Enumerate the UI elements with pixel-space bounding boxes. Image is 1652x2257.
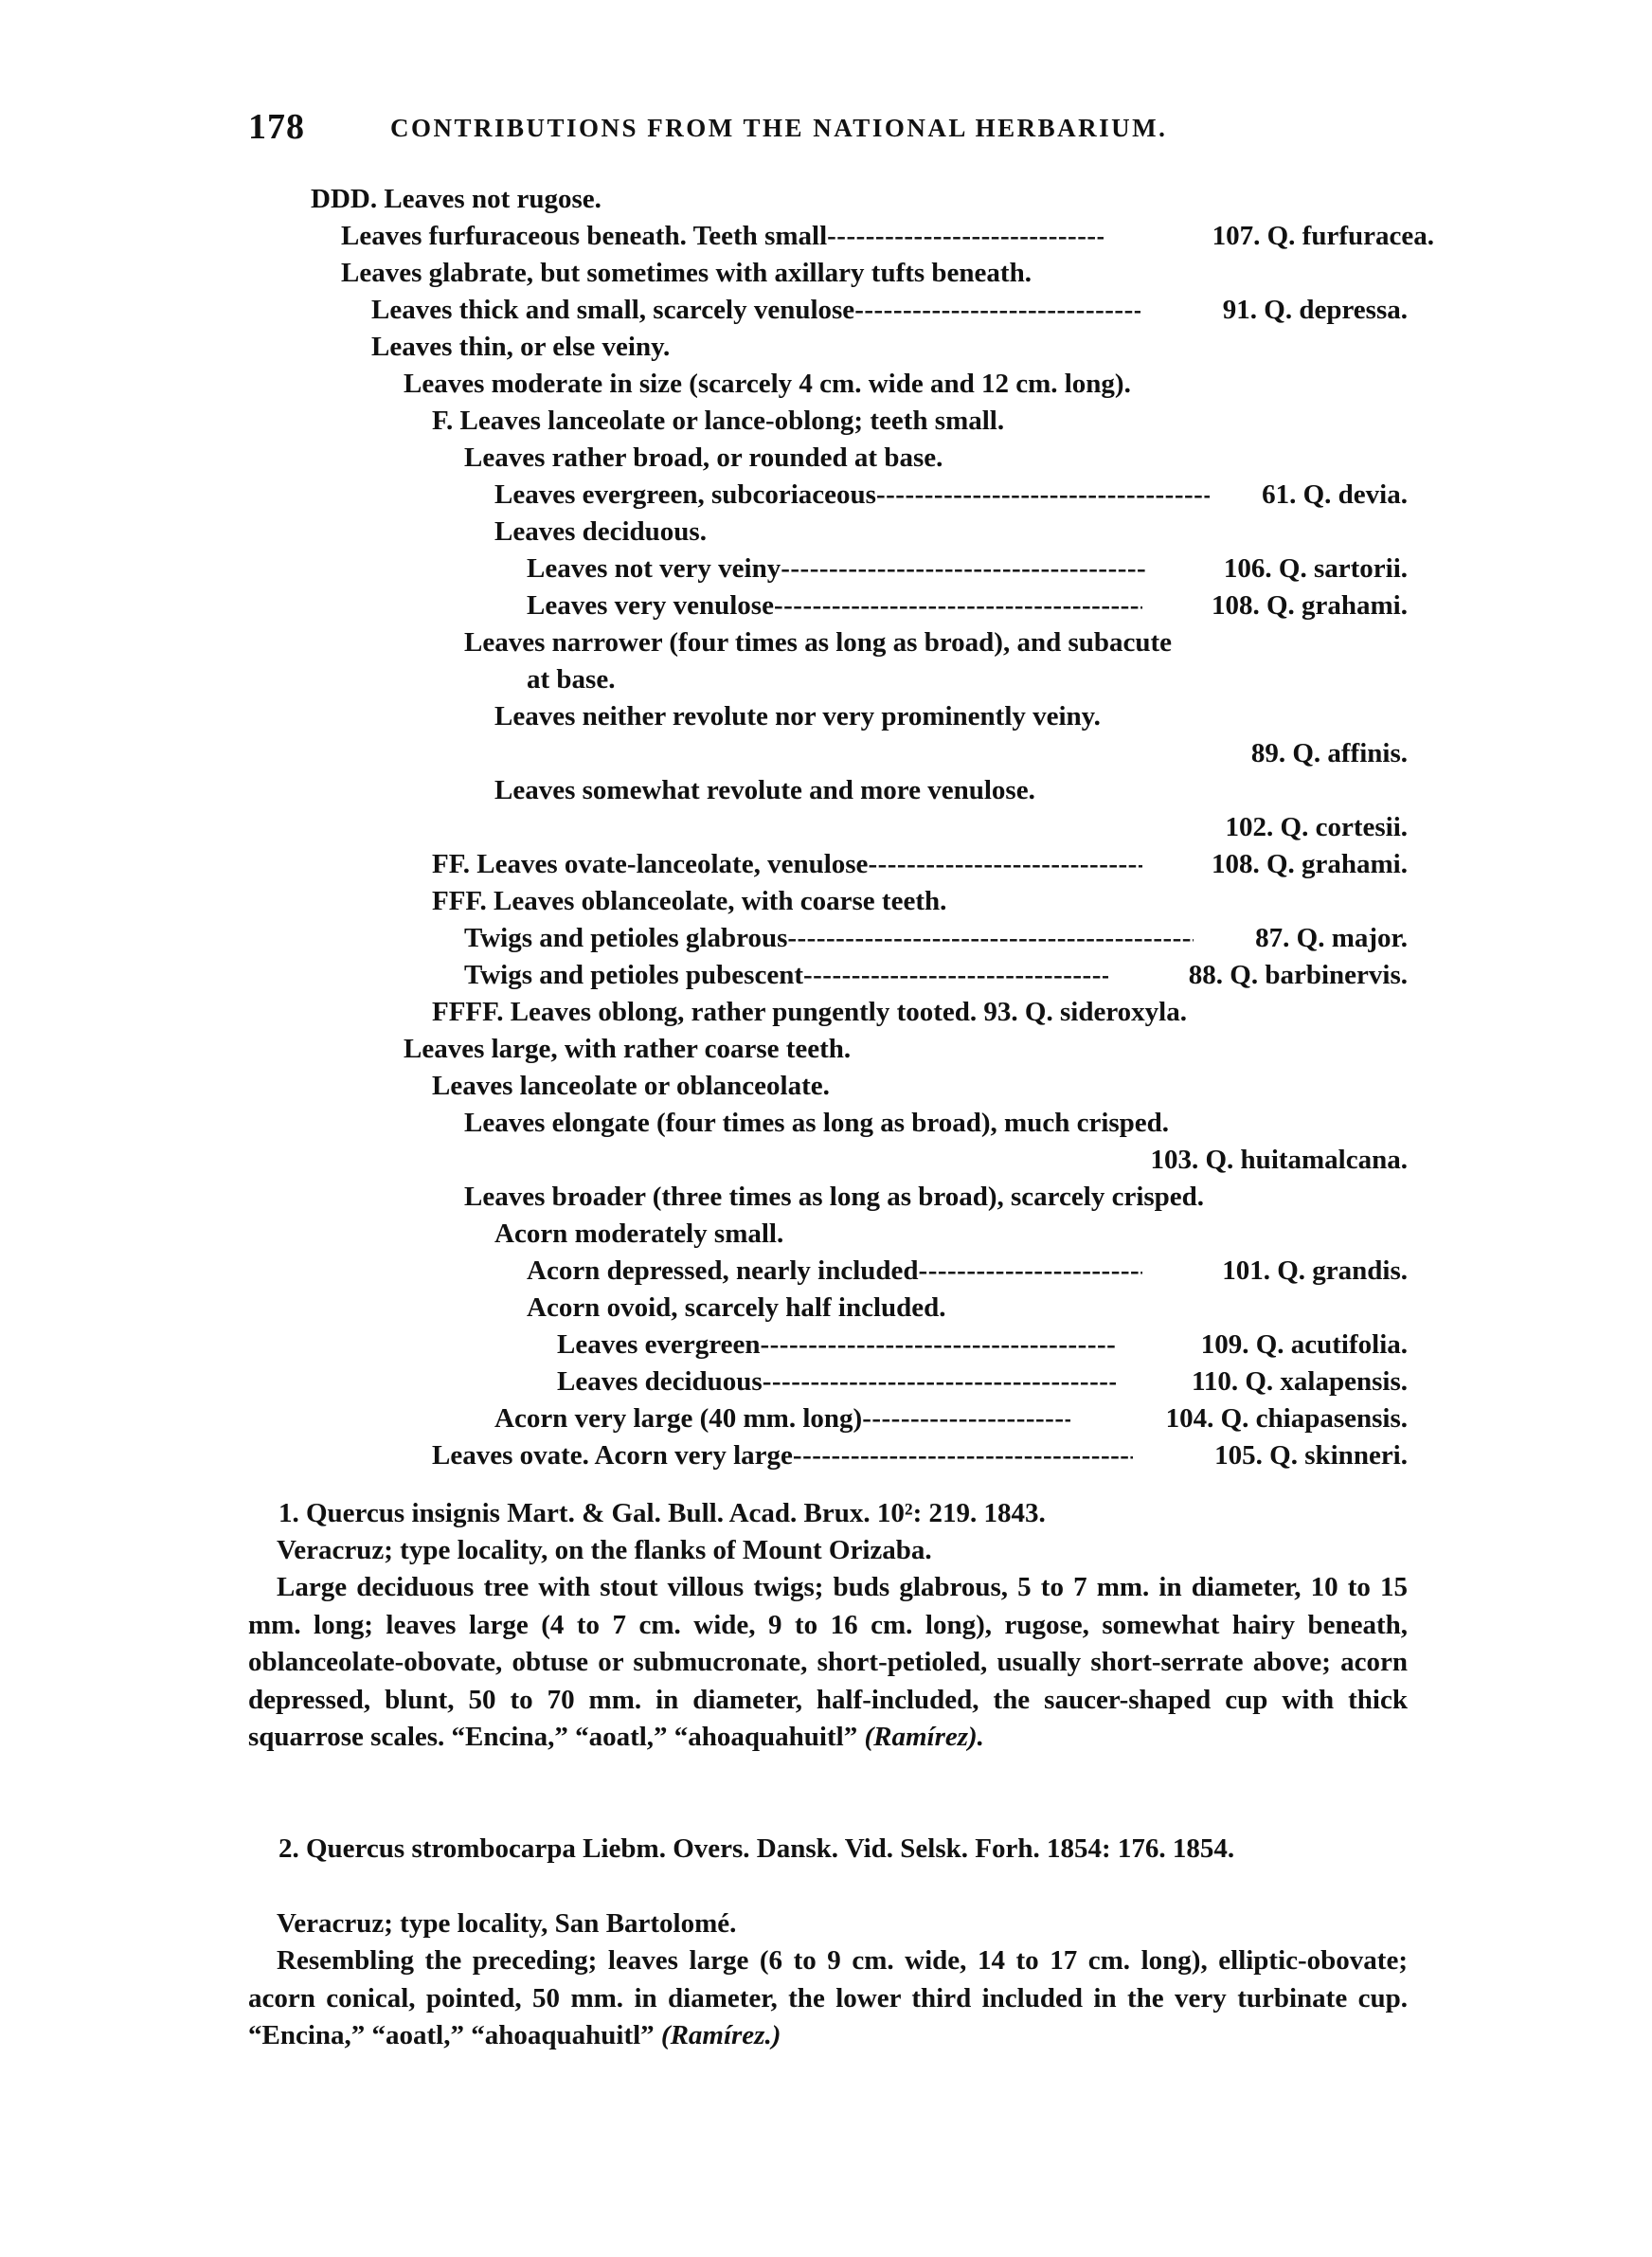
species-description [248,1942,1408,2055]
key-line: Acorn ovoid, scarcely half included. [527,1292,946,1323]
key-line: Acorn depressed, nearly included ----- [527,1252,1142,1290]
key-reference: 108. Q. grahami. [1211,849,1408,879]
key-line: Leaves deciduous. [494,516,707,547]
key-line: Leaves large, with rather coarse teeth. [404,1034,852,1064]
key-reference: 89. Q. affinis. [1250,738,1408,768]
key-line: DDD. Leaves not rugose. [311,184,602,214]
key-line: Leaves elongate (four times as long as broad), much crisped. [464,1108,1170,1138]
key-reference: 87. Q. major. [1255,923,1408,953]
key-reference: 109. Q. acutifolia. [1200,1329,1408,1360]
species-description [248,1569,1408,1757]
species-locality: Veracruz; type locality, on the flanks of Mount Orizaba. [277,1535,932,1565]
key-line: Twigs and petioles pubescent ----- [464,956,1108,994]
key-reference: 108. Q. grahami. [1211,590,1408,621]
key-line: Leaves glabrate, but sometimes with axillary tufts beneath. [341,258,1032,288]
running-header [248,106,1423,153]
key-line: F. Leaves lanceolate or lance-oblong; teeth small. [432,406,1005,436]
key-line: Leaves evergreen ----- [557,1326,1116,1363]
key-line: FFF. Leaves oblanceolate, with coarse teeth. [432,886,947,916]
key-line: FFFF. Leaves oblong, rather pungently tooted. 93. Q. sideroxyla. [432,997,1187,1027]
key-line: FF. Leaves ovate-lanceolate, venulose ----- [432,845,1142,883]
key-reference: 61. Q. devia. [1262,479,1408,510]
key-line: Leaves evergreen, subcoriaceous ----- [494,476,1210,514]
key-line: Leaves thick and small, scarcely venulose ----- [371,291,1140,329]
species-heading: 2. Quercus strombocarpa Liebm. Overs. Dansk. Vid. Selsk. Forh. 1854: 176. 1854. [278,1833,1235,1864]
page-number: 178 [248,107,305,147]
key-line: Leaves thin, or else veiny. [371,332,671,362]
running-title: CONTRIBUTIONS FROM THE NATIONAL HERBARIUM. [390,114,1168,142]
key-reference: 102. Q. cortesii. [1225,812,1408,842]
key-reference: 106. Q. sartorii. [1223,553,1408,584]
key-reference: 110. Q. xalapensis. [1191,1366,1408,1397]
description-text: Large deciduous tree with stout villous twigs; buds glabrous, 5 to 7 mm. in diameter, 10 to 15 mm. long; leaves large (4 to 7 cm. wide, 9 to 16 cm. long), rugose, somewhat hairy beneath, oblanceolate-obovate, obtuse or submucronate, short-petioled, usually short-serrate above; acorn depressed, blunt, 50 to 70 mm. in diameter, half-included, the saucer-shaped cup with thick squarrose scales. “Encina,” “aoatl,” “ahoaquahuitl” [248,1572,1408,1752]
citation: (Ramírez.) [660,2020,781,2050]
key-reference: 104. Q. chiapasensis. [1165,1403,1408,1434]
key-line: Leaves rather broad, or rounded at base. [464,442,943,473]
key-line: Leaves furfuraceous beneath. Teeth small ----- [341,217,1104,255]
key-reference: 107. Q. furfuracea. [1212,221,1434,251]
key-reference: 101. Q. grandis. [1222,1255,1408,1286]
key-line: Leaves lanceolate or oblanceolate. [432,1071,830,1101]
key-line: Acorn moderately small. [494,1219,784,1249]
key-reference: 88. Q. barbinervis. [1188,960,1408,990]
key-line: Leaves moderate in size (scarcely 4 cm. wide and 12 cm. long). [404,369,1131,399]
key-line: Twigs and petioles glabrous ----- [464,919,1194,957]
key-line: Leaves neither revolute nor very prominently veiny. [494,701,1101,731]
key-line: Leaves deciduous ----- [557,1363,1116,1400]
key-line: Leaves not very veiny ----- [527,550,1147,587]
key-reference: 91. Q. depressa. [1222,295,1408,325]
species-locality: Veracruz; type locality, San Bartolomé. [277,1908,737,1939]
key-line: at base. [527,664,616,695]
citation: (Ramírez). [864,1722,984,1752]
key-line: Leaves broader (three times as long as broad), scarcely crisped. [464,1182,1205,1212]
key-line: Acorn very large (40 mm. long) ----- [494,1399,1070,1437]
key-reference: 103. Q. huitamalcana. [1150,1145,1408,1175]
key-line: Leaves very venulose ----- [527,587,1142,624]
species-heading: 1. Quercus insignis Mart. & Gal. Bull. Acad. Brux. 10²: 219. 1843. [278,1498,1046,1528]
key-reference: 105. Q. skinneri. [1214,1440,1408,1471]
key-line: Leaves ovate. Acorn very large ----- [432,1436,1133,1474]
key-line: Leaves somewhat revolute and more venulose. [494,775,1035,805]
key-line: Leaves narrower (four times as long as broad), and subacute [464,627,1173,658]
description-text: Resembling the preceding; leaves large (6 to 9 cm. wide, 14 to 17 cm. long), elliptic-obovate; acorn conical, pointed, 50 mm. in diameter, the lower third included in the very turbinate cup. “Encina,” “aoatl,” “ahoaquahuitl” [248,1945,1408,2050]
